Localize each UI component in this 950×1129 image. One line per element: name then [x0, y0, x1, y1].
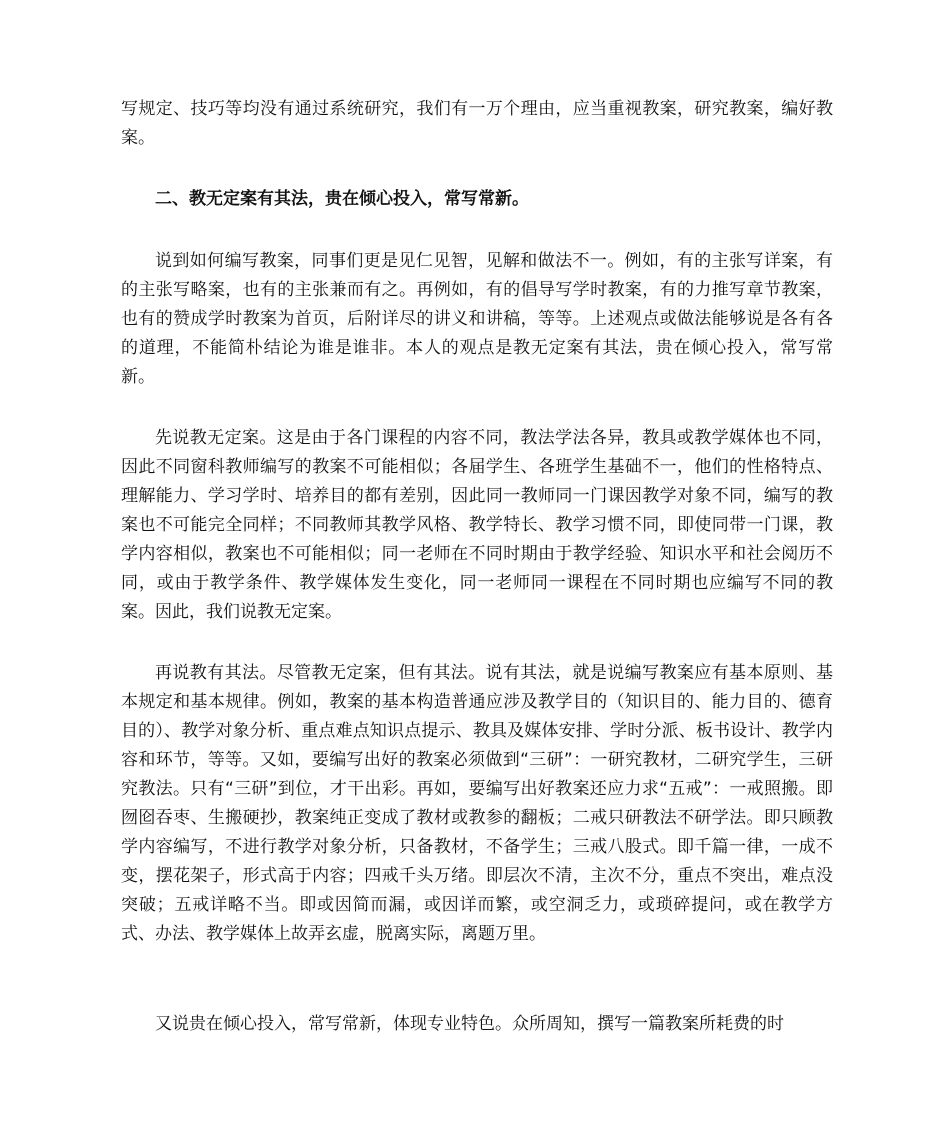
paragraph-how-to-write: 说到如何编写教案，同事们更是见仁见智，见解和做法不一。例如，有的主张写详案，有的主张写略案，也有的主张兼而有之。再例如，有的倡导写学时教案，有的力推写章节教案，也有的赞成学时教案为首页，后附详尽的讲义和讲稿，等等。上述观点或做法能够说是各有各的道理，不能简朴结论为谁是谁非。本人的观点是教无定案有其法，贵在倾心投入，常写常新。 — [121, 251, 833, 387]
section-heading: 二、教无定案有其法，贵在倾心投入，常写常新。 — [155, 189, 529, 209]
paragraph-has-method: 再说教有其法。尽管教无定案，但有其法。说有其法，就是说编写教案应有基本原则、基本规定和基本规律。例如，教案的基本构造普通应涉及教学目的（知识目的、能力目的、德育目的）、教学对象分析、重点难点知识点提示、教具及媒体安排、学时分派、板书设计、教学内容和环节，等等。又如，要编写出好的教案必须做到“三研”：一研究教材，二研究学生，三研究教法。只有“三研”到位，才干出彩。再如，要编写出好教案还应力求“五戒”：一戒照搬。即囫囵吞枣、生搬硬抄，教案纯正变成了教材或教参的翻板；二戒只研教法不研学法。即只顾教学内容编写，不进行教学对象分析，只备教材，不备学生；三戒八股式。即千篇一律，一成不变，摆花架子，形式高于内容；四戒千头万绪。即层次不清，主次不分，重点不突出，难点没突破；五戒详略不当。即或因简而漏，或因详而繁，或空洞乏力，或琐碎提问，或在教学方式、办法、教学媒体上故弄玄虚，脱离实际，离题万里。 — [121, 663, 833, 944]
paragraph-no-fixed-plan: 先说教无定案。这是由于各门课程的内容不同，教法学法各异，教具或教学媒体也不同，因此不同窗科教师编写的教案不可能相似；各届学生、各班学生基础不一，他们的性格特点、理解能力、学习学时、培养目的都有差别，因此同一教师同一门课因教学对象不同，编写的教案也不可能完全同样；不同教师其教学风格、教学特长、教学习惯不同，即使同带一门课，教学内容相似，教案也不可能相似；同一老师在不同时期由于教学经验、知识水平和社会阅历不同，或由于教学条件、教学媒体发生变化，同一老师同一课程在不同时期也应编写不同的教案。因此，我们说教无定案。 — [121, 428, 833, 622]
paragraph-continuation: 写规定、技巧等均没有通过系统研究，我们有一万个理由，应当重视教案，研究教案，编好教案。 — [121, 99, 833, 148]
paragraph-dedication: 又说贵在倾心投入，常写常新，体现专业特色。众所周知，撰写一篇教案所耗费的时 — [155, 1014, 784, 1034]
